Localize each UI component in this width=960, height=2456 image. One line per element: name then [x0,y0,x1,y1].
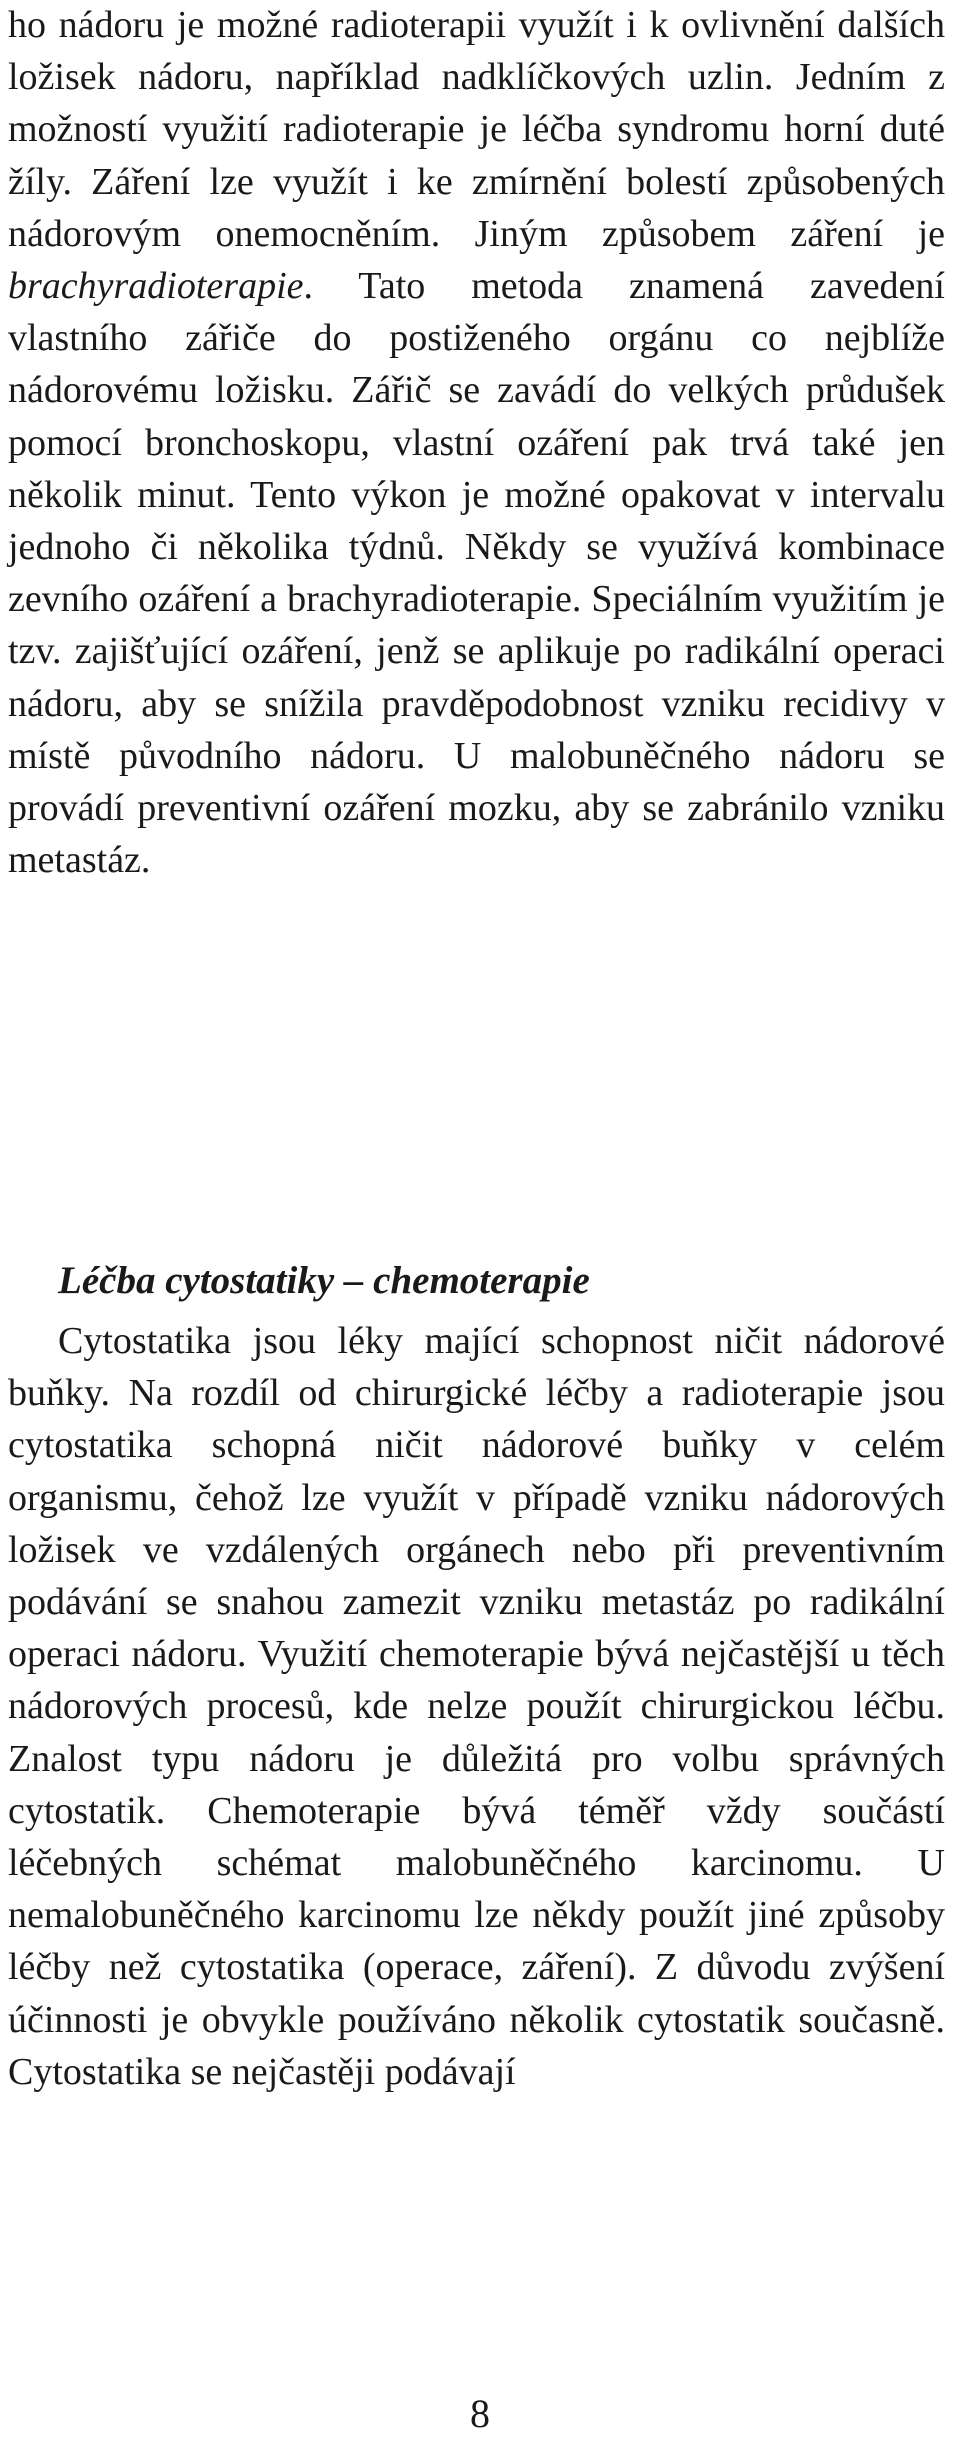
paragraph-radiotherapy [8,0,945,886]
page-number: 8 [470,2391,490,2436]
paragraph-1-text [8,0,945,886]
paragraph-1-segment-2: . Tato metoda znamená zavedení vlastního zářiče do postiženého orgánu co nejblíže nádorovému ložisku. Zářič se zavádí do velkých průdušek pomocí bronchoskopu, vlastní ozáření pak trvá také jen několik minut. Tento výkon je možné opakovat v intervalu jednoho či několika týdnů. Někdy se využívá kombinace zevního ozáření a brachyradioterapie. Speciálním využitím je tzv. zajišťující ozáření, jenž se aplikuje po radikální operaci nádoru, aby se snížila pravděpodobnost vzniku recidivy v místě původního nádoru. U malobuněčného nádoru se provádí preventivní ozáření mozku, aby se zabránilo vzniku metastáz. [8,265,945,882]
section-heading-chemotherapy: Léčba cytostatiky – chemoterapie [58,1259,590,1302]
paragraph-chemotherapy [8,1315,945,2098]
paragraph-2-text: Cytostatika jsou léky mající schopnost ničit nádorové buňky. Na rozdíl od chirurgické léčby a radioterapie jsou cytostatika schopná ničit nádorové buňky v celém organismu, čehož lze využít v případě vzniku nádorových ložisek ve vzdálených orgánech nebo při preventivním podávání se snahou zamezit vzniku metastáz po radikální operaci nádoru. Využití chemoterapie bývá nejčastější u těch nádorových procesů, kde nelze použít chirurgickou léčbu. Znalost typu nádoru je důležitá pro volbu správných cytostatik. Chemoterapie bývá téměř vždy součástí léčebných schémat malobuněčného karcinomu. U nemalobuněčného karcinomu lze někdy použít jiné způsoby léčby než cytostatika (operace, záření). Z důvodu zvýšení účinnosti je obvykle používáno několik cytostatik současně. Cytostatika se nejčastěji podávají [8,1320,945,2093]
paragraph-1-segment-1: ho nádoru je možné radioterapii využít i k ovlivnění dalších ložisek nádoru, například nadklíčkových uzlin. Jedním z možností využití radioterapie je léčba syndromu horní duté žíly. Záření lze využít i ke zmírnění bolestí způsobených nádorovým onemocněním. Jiným způsobem záření je [8,4,945,255]
brachyradioterapie-emphasis: brachyradioterapie [8,265,304,308]
